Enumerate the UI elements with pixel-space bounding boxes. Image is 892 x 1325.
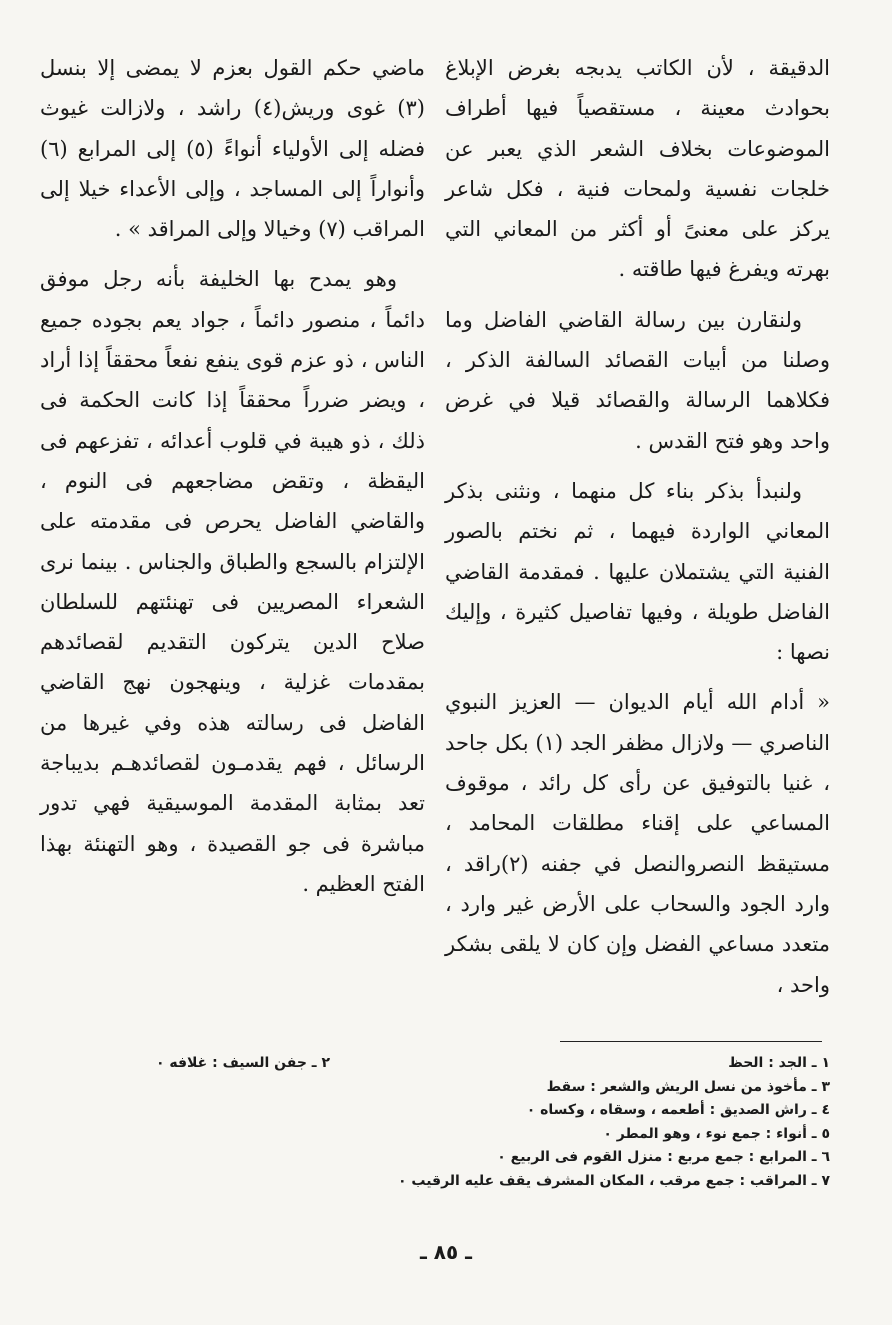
footnote: ١ ـ الجد : الحظ bbox=[728, 1055, 830, 1071]
text-column-right bbox=[445, 48, 830, 1005]
footnote-divider bbox=[560, 1041, 822, 1042]
text-column-left bbox=[40, 48, 425, 904]
page-number: ـ ٨٥ ـ bbox=[419, 1240, 473, 1264]
footnote: ٢ ـ جفن السيف : غلافه ٠ bbox=[155, 1055, 330, 1071]
paragraph: ولنبدأ بذكر بناء كل منهما ، ونثنى بذكر المعاني الواردة فيهما ، ثم نختم بالصور الفنية التي يشتملان عليها . فمقدمة القاضي الفاضل طويلة ، وفيها تفاصيل كثيرة ، وإليك نصها : bbox=[445, 478, 830, 665]
footnotes-left bbox=[40, 1052, 330, 1076]
footnote: ٤ ـ راش الصديق : أطعمه ، وسقاه ، وكساه ٠ bbox=[526, 1102, 830, 1118]
footnote: ٦ ـ المرابع : جمع مربع : منزل القوم فى الربيع ٠ bbox=[497, 1149, 830, 1165]
footnote: ٥ ـ أنواء : جمع نوء ، وهو المطر ٠ bbox=[603, 1125, 830, 1142]
paragraph: ماضي حكم القول بعزم لا يمضى إلا بنسل (٣) غوى وريش(٤) راشد ، ولازالت غيوث فضله إلى الأولياء أنواءً (٥) إلى المرابع (٦) وأنواراً إلى المساجد ، وإلى الأعداء خيلا إلى المراقب (٧) وخيالا وإلى المراقد » . bbox=[40, 56, 425, 242]
footnote: ٣ ـ مأخوذ من نسل الريش والشعر : سقط bbox=[546, 1078, 830, 1095]
footnote: ٧ ـ المراقب : جمع مرقب ، المكان المشرف يقف عليه الرقيب ٠ bbox=[397, 1172, 830, 1189]
footnotes-right bbox=[330, 1052, 830, 1193]
quoted-letter-paragraph: « أدام الله أيام الديوان — العزيز النبوي الناصري — ولازال مظفر الجد (١) بكل جاحد ، غنيا بالتوفيق عن رأى كل رائد ، موقوف المساعي على إقناء مطلقات المحامد ، مستيقظ النصروالنصل في جفنه (٢)راقد ، وارد الجود والسحاب على الأرض غير وارد ، متعدد مساعي الفضل وإن كان لا يلقى بشكر واحد ، bbox=[445, 690, 831, 997]
paragraph: الدقيقة ، لأن الكاتب يدبجه بغرض الإبلاغ بحوادث معينة ، مستقصياً فيها أطراف الموضوعات بخلاف الشعر الذي يعبر عن خلجات نفسية ولمحات فنية ، فكل شاعر يركز على معنىً أو أكثر من المعاني التي بهرته ويفرغ فيها طاقته . bbox=[445, 56, 830, 282]
paragraph: وهو يمدح بها الخليفة بأنه رجل موفق دائماً ، منصور دائماً ، جواد يعم بجوده جميع الناس ، ذو عزم قوى ينفع نفعاً محققاً إذا أراد ، ويضر ضرراً محققاً إذا كانت الحكمة فى ذلك ، ذو هيبة في قلوب أعدائه ، تفزعهم فى اليقظة ، وتقض مضاجعهم فى النوم ، والقاضي الفاضل يحرص فى مقدمته على الإلتزام بالسجع والطباق والجناس . بينما نرى الشعراء المصريين فى تهنئتهم للسلطان صلاح الدين يتركون التقديم لقصائدهم بمقدمات غزلية ، وينهجون نهج القاضي الفاضل فى رسالته هذه وفي غيرها من الرسائل ، فهم يقدمـون لقصائدهـم بديباجة تعد بمثابة المقدمة الموسيقية فهي تدور مباشرة فى جو القصيدة ، وهو التهنئة بهذا الفتح العظيم . bbox=[40, 267, 425, 896]
paragraph: ولنقارن بين رسالة القاضي الفاضل وما وصلنا من أبيات القصائد السالفة الذكر ، فكلاهما الرسالة والقصائد قيلا في غرض واحد وهو فتح القدس . bbox=[445, 307, 830, 453]
